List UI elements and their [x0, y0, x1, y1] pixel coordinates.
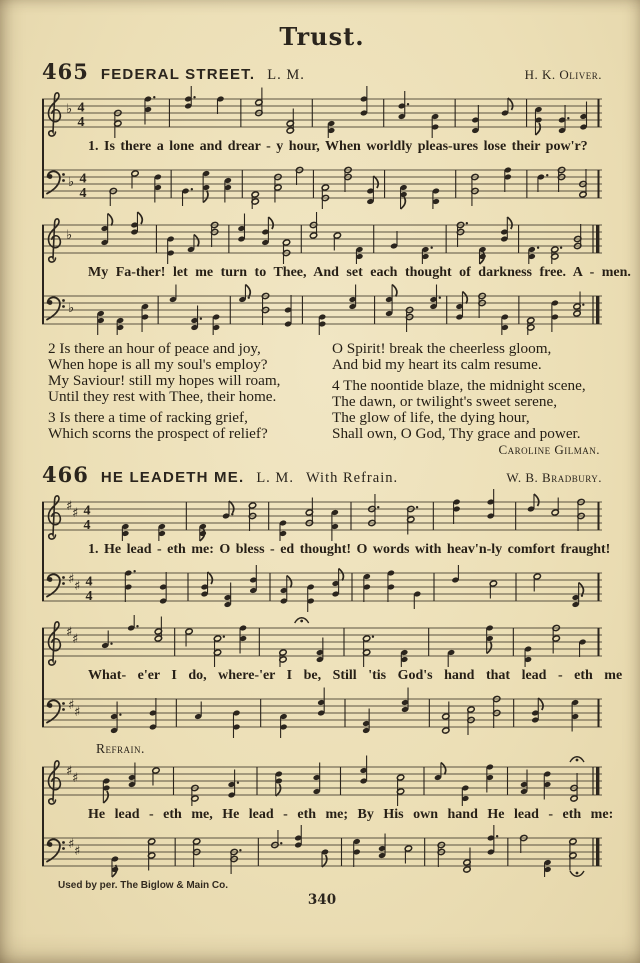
svg-text:♯: ♯ — [68, 698, 75, 713]
hymn-subtitle: With Refrain. — [305, 470, 399, 486]
treble-staff — [42, 212, 602, 264]
lyric-line: 1. Is there a lone and drear - y hour, When worldly pleas-ures lose their pow'r? — [88, 139, 588, 154]
lyric-line: 1. He lead - eth me: O bless - ed thought! O words with heav'n-ly comfort fraught! — [88, 542, 611, 557]
hymn-465-heading — [42, 59, 602, 84]
verse-line: Shall own, O God, Thy grace and power. — [332, 425, 581, 442]
verse-text-block — [48, 341, 602, 458]
page-footer — [42, 880, 602, 908]
music-system-466-1 — [42, 489, 611, 612]
svg-text:♯: ♯ — [72, 506, 79, 521]
svg-text:♭: ♭ — [68, 301, 75, 316]
svg-text:♯: ♯ — [72, 632, 79, 647]
verse-line: 4 The noontide blaze, the midnight scene, — [332, 377, 586, 394]
svg-text:4: 4 — [79, 186, 87, 201]
verse-line: The dawn, or twilight's sweet serene, — [332, 393, 558, 410]
page-number: 340 — [307, 892, 337, 908]
composer-credit: W. B. Bradbury. — [506, 470, 602, 485]
svg-text:♯: ♯ — [66, 499, 73, 514]
page-header-title: Trust. — [279, 22, 365, 51]
svg-text:4: 4 — [77, 100, 85, 116]
hymn-number: 466 — [42, 462, 89, 487]
svg-text:♯: ♯ — [74, 579, 81, 594]
verse-line: The glow of life, the dying hour, — [332, 409, 530, 426]
svg-text:♯: ♯ — [66, 625, 73, 640]
svg-text:♭: ♭ — [66, 102, 73, 117]
svg-text:4: 4 — [85, 589, 93, 604]
verses-right-column — [332, 341, 602, 458]
verse-line: My Saviour! still my hopes will roam, — [48, 372, 281, 389]
bass-staff — [42, 560, 602, 612]
treble-staff — [42, 615, 602, 667]
verse-line: O Spirit! break the cheerless gloom, — [332, 340, 552, 357]
bass-staff — [42, 686, 602, 738]
music-system-466-refrain — [42, 754, 614, 877]
hymn-title: HE LEADETH ME. — [100, 469, 245, 486]
system-barline — [42, 628, 44, 727]
svg-text:♭: ♭ — [68, 175, 75, 190]
author-attribution: Caroline Gilman. — [498, 442, 600, 457]
system-barline — [42, 502, 44, 601]
hymn-466-heading — [42, 462, 602, 487]
svg-text:4: 4 — [79, 171, 87, 187]
bass-staff — [42, 283, 602, 335]
treble-staff — [42, 86, 602, 138]
music-system-465-1 — [42, 86, 602, 209]
lyric-line: He lead - eth me, He lead - eth me; By His own hand He lead - eth me: — [88, 807, 614, 822]
hymn-meter: L. M. — [267, 67, 305, 83]
hymn-title: FEDERAL STREET. — [100, 66, 256, 83]
svg-text:4: 4 — [83, 518, 91, 533]
verse-line: Until they rest with Thee, their home. — [48, 388, 277, 405]
svg-text:♯: ♯ — [74, 844, 81, 859]
svg-text:4: 4 — [85, 574, 93, 590]
refrain-label: Refrain. — [96, 741, 145, 756]
svg-text:♯: ♯ — [68, 837, 75, 852]
verse-line: Which scorns the prospect of relief? — [48, 425, 268, 442]
treble-staff — [42, 754, 602, 806]
hymn-meter: L. M. — [256, 470, 294, 486]
composer-credit: H. K. Oliver. — [524, 67, 602, 82]
svg-text:4: 4 — [83, 503, 91, 519]
treble-staff — [42, 489, 602, 541]
lyric-line: My Fa-ther! let me turn to Thee, And set each thought of darkness free. A - men. — [88, 265, 631, 280]
svg-text:♯: ♯ — [68, 572, 75, 587]
music-system-465-2 — [42, 212, 631, 335]
verse-line: 3 Is there a time of racking grief, — [48, 409, 248, 426]
system-barline — [42, 99, 44, 198]
system-barline — [42, 225, 44, 324]
svg-text:♯: ♯ — [72, 771, 79, 786]
bass-staff — [42, 157, 602, 209]
verses-left-column — [48, 341, 318, 458]
system-barline — [42, 767, 44, 866]
music-system-466-2 — [42, 615, 623, 738]
verse-line: When hope is all my soul's employ? — [48, 356, 268, 373]
verse-line: 2 Is there an hour of peace and joy, — [48, 340, 261, 357]
svg-text:♯: ♯ — [66, 764, 73, 779]
copyright-notice: Used by per. The Biglow & Main Co. — [58, 880, 229, 891]
verse-line: And bid my heart its calm resume. — [332, 356, 542, 373]
lyric-line: What- e'er I do, where-'er I be, Still 'tis God's hand that lead - eth me — [88, 668, 623, 683]
bass-staff — [42, 825, 602, 877]
hymn-number: 465 — [42, 59, 89, 84]
svg-text:♯: ♯ — [74, 705, 81, 720]
svg-text:4: 4 — [77, 115, 85, 130]
svg-text:♭: ♭ — [66, 228, 73, 243]
